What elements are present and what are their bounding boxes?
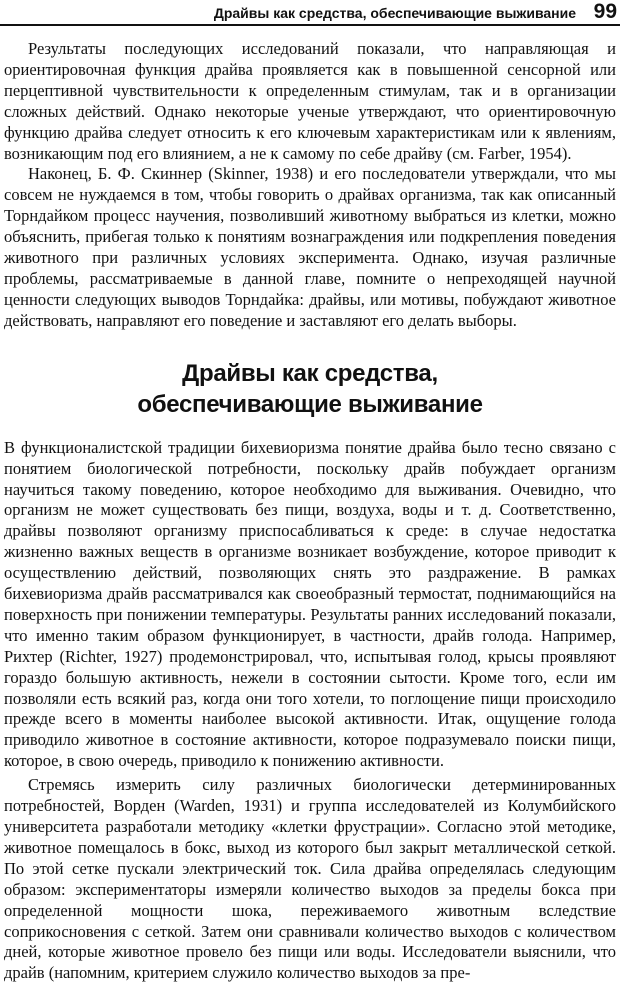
paragraph: В функционалистской традиции бихевиоризма понятие драйва было тесно связано с понятием биологической потребности, поскольку драйв побуждает организм научиться такому поведению, которое необходимо для выживания. Очевидно, что организм не может существовать без пищи, воздуха, воды и т. д. Соответственно, драйвы позволяют организму приспосабливаться к среде: в случае недостатка жизненно важных веществ в организме возникает возбуждение, которое приводит к осуществлению действий, позволяющих снять это раздражение. В рамках бихевиоризма драйв рассматривался как своеобразный термостат, поднимающийся на поверхность при понижении температуры. Результаты ранних исследований показали, что именно таким образом функционирует, в частности, драйв голода. Например, Рихтер (Richter, 1927) продемонстрировал, что, испытывая голод, крысы проявляют гораздо большую активность, нежели в состоянии сытости. Кроме того, если им позволяли есть всякий раз, когда они того хотели, то поглощение пищи происходило прежде всего в моменты наиболее высокой активности. Итак, ощущение голода приводило животное в состояние активности, которое подразумевало поиски пищи, которое, в свою очередь, приводило к понижению активности. [4,437,616,771]
section-heading-line: обеспечивающие выживание [137,390,483,418]
running-title: Драйвы как средства, обеспечивающие выживание [213,5,576,21]
paragraph: Результаты последующих исследований показали, что направляющая и ориентировочная функция драйва проявляется как в повышенной сенсорной или перцептивной чувствительности к определенным стимулам, так и в организации сложных действий. Однако некоторые ученые утверждают, что ориентировочную функцию драйва следует относить к его ключевым характеристикам или к явлениям, возникающим под его влиянием, а не к самому по себе драйву (см. Farber, 1954). [4,39,616,163]
paragraph: Стремясь измерить силу различных биологически детерминированных потребностей, Ворден (Warden, 1931) и группа исследователей из Колумбийского университета разработали методику «клетки фрустрации». Согласно этой методике, животное помещалось в бокс, выход из которого был закрыт металлической сеткой. По этой сетке пускали электрический ток. Сила драйва определялась следующим образом: экспериментаторы измеряли количество выходов за пределы бокса при определенной мощности шока, переживаемого животным вследствие соприкосновения с сеткой. Затем они сравнивали количество выходов с количеством дней, которые животное провело без пищи или воды. Исследователи выяснили, что драйв (напомним, критерием служило количество выходов за пре- [4,775,616,983]
page-number: 99 [593,0,617,23]
section-heading-line: Драйвы как средства, [182,359,438,387]
page-body [4,39,616,984]
paragraph: Наконец, Б. Ф. Скиннер (Skinner, 1938) и его последователи утверждали, что мы совсем не нуждаемся в том, чтобы говорить о драйвах организма, так как описанный Торндайком процесс научения, позволивший животному выбраться из клетки, можно объяснить, прибегая только к понятиям вознаграждения или подкрепления поведения животного при различных условиях эксперимента. Однако, изучая различные проблемы, рассматриваемые в данной главе, помните о непреходящей научной ценности следующих выводов Торндайка: драйвы, или мотивы, побуждают животное действовать, направляют его поведение и заставляют его делать выборы. [4,164,616,330]
header-rule [0,24,620,26]
section-heading [4,358,616,420]
running-header [0,0,620,26]
